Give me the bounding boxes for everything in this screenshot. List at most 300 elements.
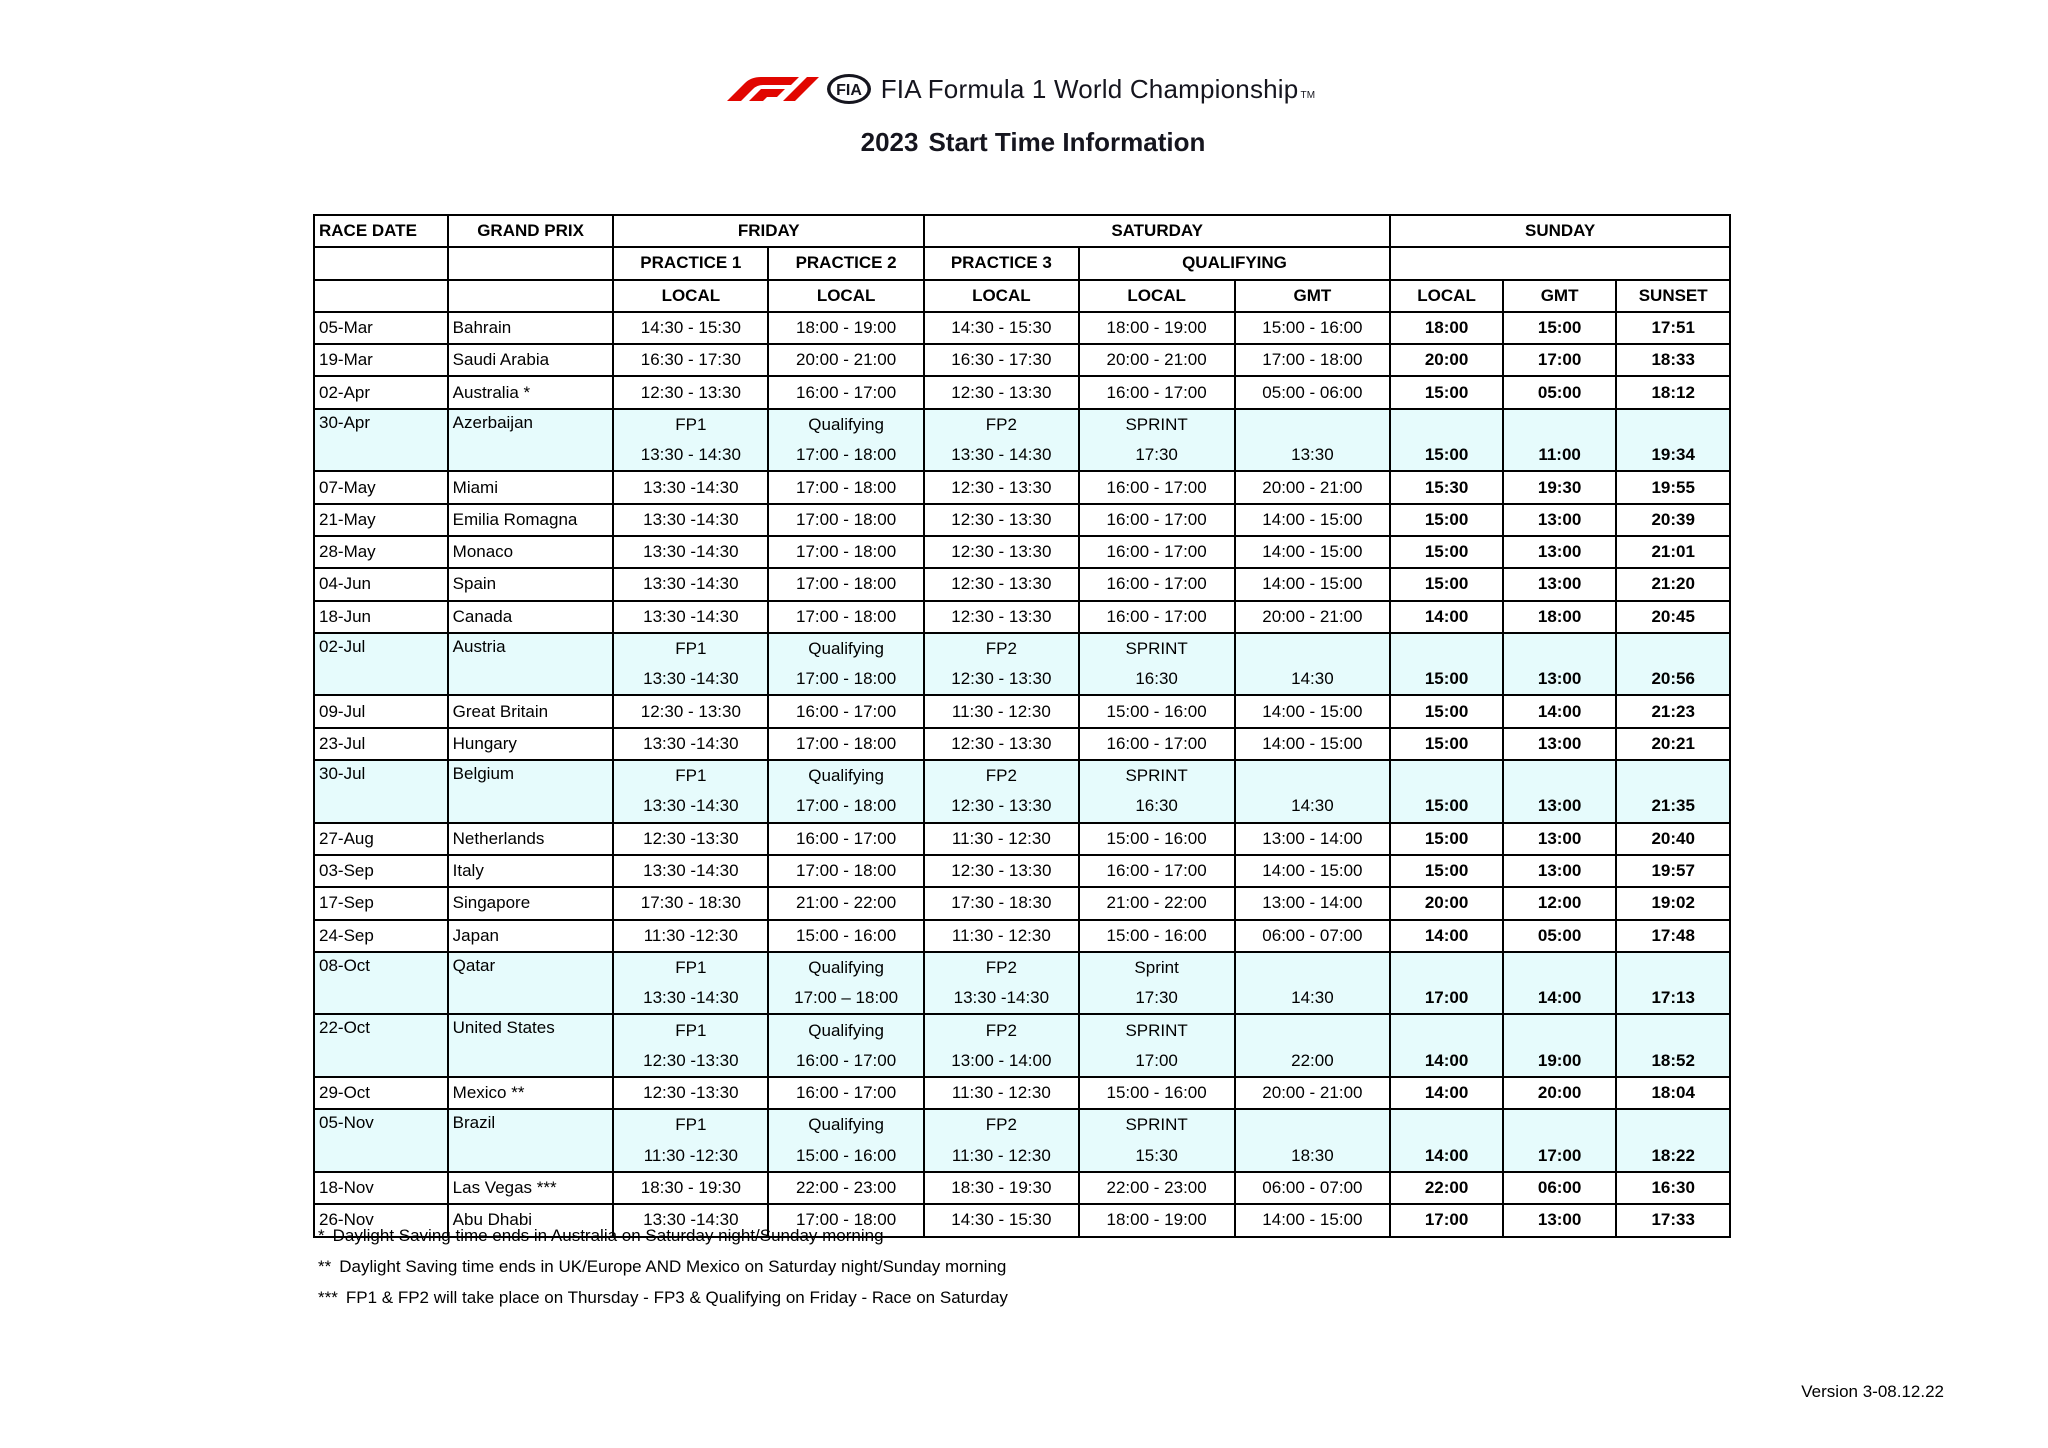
race-date-cell: 30-Jul — [314, 760, 448, 823]
race-local-cell: 15:00 — [1390, 695, 1503, 727]
grand-prix-cell: Mexico ** — [448, 1077, 614, 1109]
session-label-cell: FP2 — [924, 1014, 1079, 1045]
qualifying-local-cell: 20:00 - 21:00 — [1079, 344, 1235, 376]
col-local: LOCAL — [1390, 280, 1503, 312]
race-gmt-cell: 13:00 — [1503, 664, 1617, 695]
qualifying-local-cell: 15:00 - 16:00 — [1079, 920, 1235, 952]
race-local-cell: 15:00 — [1390, 664, 1503, 695]
grand-prix-cell: Azerbaijan — [448, 409, 614, 472]
practice1-cell: 13:30 -14:30 — [613, 471, 768, 503]
race-gmt-cell: 13:00 — [1503, 823, 1617, 855]
table-row — [314, 695, 1730, 727]
sunset-cell: 21:23 — [1616, 695, 1730, 727]
col-sunset: SUNSET — [1616, 280, 1730, 312]
race-local-cell: 15:00 — [1390, 823, 1503, 855]
grand-prix-cell: Abu Dhabi — [448, 1204, 614, 1236]
col-race-date: RACE DATE — [314, 215, 448, 247]
table-row — [314, 504, 1730, 536]
fia-logo-icon — [825, 72, 873, 106]
page-title — [14, 127, 2048, 158]
practice3-cell: 13:30 -14:30 — [924, 983, 1079, 1014]
session-label-cell: SPRINT — [1079, 409, 1235, 440]
empty-cell — [1503, 633, 1617, 664]
qualifying-gmt-cell: 05:00 - 06:00 — [1235, 376, 1391, 408]
empty-cell — [1390, 952, 1503, 983]
session-label-cell: Qualifying — [768, 1014, 924, 1045]
race-local-cell: 14:00 — [1390, 920, 1503, 952]
footnotes — [318, 1220, 1008, 1313]
col-practice1: PRACTICE 1 — [613, 247, 768, 279]
session-label-cell: Qualifying — [768, 633, 924, 664]
qualifying-gmt-cell: 14:00 - 15:00 — [1235, 855, 1391, 887]
qualifying-local-cell: 15:00 - 16:00 — [1079, 1077, 1235, 1109]
qualifying-gmt-cell: 15:00 - 16:00 — [1235, 312, 1391, 344]
col-local: LOCAL — [768, 280, 924, 312]
race-gmt-cell: 17:00 — [1503, 1141, 1617, 1172]
race-date-cell: 18-Jun — [314, 601, 448, 633]
race-local-cell: 14:00 — [1390, 1141, 1503, 1172]
practice2-cell: 16:00 - 17:00 — [768, 823, 924, 855]
version-label: Version 3-08.12.22 — [1801, 1382, 1944, 1401]
empty-cell — [1503, 409, 1617, 440]
practice3-cell: 12:30 - 13:30 — [924, 728, 1079, 760]
qualifying-local-cell: 16:00 - 17:00 — [1079, 601, 1235, 633]
practice1-cell: 12:30 - 13:30 — [613, 695, 768, 727]
header-logo — [0, 72, 2048, 106]
race-gmt-cell: 13:00 — [1503, 568, 1617, 600]
qualifying-gmt-cell: 14:30 — [1235, 664, 1391, 695]
practice2-cell: 20:00 - 21:00 — [768, 344, 924, 376]
race-gmt-cell: 14:00 — [1503, 695, 1617, 727]
practice3-cell: 12:30 - 13:30 — [924, 664, 1079, 695]
race-date-cell: 17-Sep — [314, 887, 448, 919]
sunset-cell: 21:20 — [1616, 568, 1730, 600]
qualifying-gmt-cell: 06:00 - 07:00 — [1235, 1172, 1391, 1204]
footnote: *** FP1 & FP2 will take place on Thursday - FP3 & Qualifying on Friday - Race on Saturday — [318, 1288, 1008, 1307]
table-row-sprint — [314, 952, 1730, 983]
practice3-cell: 12:30 - 13:30 — [924, 568, 1079, 600]
table-row — [314, 601, 1730, 633]
grand-prix-cell: Monaco — [448, 536, 614, 568]
race-date-cell: 27-Aug — [314, 823, 448, 855]
practice1-cell: 13:30 -14:30 — [613, 855, 768, 887]
practice2-cell: 17:00 – 18:00 — [768, 983, 924, 1014]
empty-cell — [1616, 1014, 1730, 1045]
race-date-cell: 30-Apr — [314, 409, 448, 472]
empty-cell — [1235, 952, 1391, 983]
race-date-cell: 02-Jul — [314, 633, 448, 696]
col-qualifying: QUALIFYING — [1079, 247, 1391, 279]
qualifying-gmt-cell: 14:00 - 15:00 — [1235, 568, 1391, 600]
grand-prix-cell: Spain — [448, 568, 614, 600]
session-label-cell: FP2 — [924, 760, 1079, 791]
session-label-cell: SPRINT — [1079, 1014, 1235, 1045]
practice3-cell: 11:30 - 12:30 — [924, 1077, 1079, 1109]
qualifying-local-cell: 16:00 - 17:00 — [1079, 471, 1235, 503]
qualifying-gmt-cell: 13:00 - 14:00 — [1235, 823, 1391, 855]
table-row-sprint — [314, 633, 1730, 664]
sunset-cell: 16:30 — [1616, 1172, 1730, 1204]
race-gmt-cell: 11:00 — [1503, 440, 1617, 471]
empty-cell — [1616, 409, 1730, 440]
qualifying-gmt-cell: 14:00 - 15:00 — [1235, 536, 1391, 568]
race-date-cell: 05-Nov — [314, 1109, 448, 1172]
sunset-cell: 21:01 — [1616, 536, 1730, 568]
qualifying-local-cell: 18:00 - 19:00 — [1079, 312, 1235, 344]
empty-cell — [1616, 760, 1730, 791]
col-local: LOCAL — [613, 280, 768, 312]
sunset-cell: 20:40 — [1616, 823, 1730, 855]
practice3-cell: 13:30 - 14:30 — [924, 440, 1079, 471]
col-grand-prix: GRAND PRIX — [448, 215, 614, 247]
col-local: LOCAL — [924, 280, 1079, 312]
session-label-cell: SPRINT — [1079, 1109, 1235, 1140]
practice1-cell: 12:30 -13:30 — [613, 1046, 768, 1077]
race-gmt-cell: 05:00 — [1503, 920, 1617, 952]
table-row — [314, 568, 1730, 600]
race-date-cell: 23-Jul — [314, 728, 448, 760]
practice1-cell: 13:30 -14:30 — [613, 601, 768, 633]
qualifying-local-cell: 17:30 — [1079, 983, 1235, 1014]
session-label-cell: FP1 — [613, 1109, 768, 1140]
qualifying-gmt-cell: 14:30 — [1235, 791, 1391, 822]
grand-prix-cell: Miami — [448, 471, 614, 503]
practice3-cell: 11:30 - 12:30 — [924, 920, 1079, 952]
sunset-cell: 17:48 — [1616, 920, 1730, 952]
title-text: Start Time Information — [928, 127, 1206, 157]
practice2-cell: 22:00 - 23:00 — [768, 1172, 924, 1204]
qualifying-local-cell: 21:00 - 22:00 — [1079, 887, 1235, 919]
qualifying-gmt-cell: 06:00 - 07:00 — [1235, 920, 1391, 952]
practice1-cell: 13:30 -14:30 — [613, 728, 768, 760]
practice2-cell: 18:00 - 19:00 — [768, 312, 924, 344]
qualifying-local-cell: 22:00 - 23:00 — [1079, 1172, 1235, 1204]
empty-cell — [1235, 409, 1391, 440]
race-local-cell: 15:00 — [1390, 568, 1503, 600]
practice1-cell: 13:30 -14:30 — [613, 568, 768, 600]
header-empty-cell — [314, 280, 448, 312]
race-gmt-cell: 13:00 — [1503, 855, 1617, 887]
table-row — [314, 536, 1730, 568]
session-label-cell: Qualifying — [768, 760, 924, 791]
schedule-table — [313, 214, 1731, 1238]
practice1-cell: 17:30 - 18:30 — [613, 887, 768, 919]
header-row-days — [314, 215, 1730, 247]
practice2-cell: 21:00 - 22:00 — [768, 887, 924, 919]
session-label-cell: FP1 — [613, 1014, 768, 1045]
race-date-cell: 03-Sep — [314, 855, 448, 887]
grand-prix-cell: Japan — [448, 920, 614, 952]
practice1-cell: 14:30 - 15:30 — [613, 312, 768, 344]
f1-logo-icon — [723, 75, 819, 103]
race-gmt-cell: 20:00 — [1503, 1077, 1617, 1109]
empty-cell — [1616, 1109, 1730, 1140]
session-label-cell: FP1 — [613, 409, 768, 440]
race-date-cell: 22-Oct — [314, 1014, 448, 1077]
practice1-cell: 18:30 - 19:30 — [613, 1172, 768, 1204]
sunset-cell: 19:55 — [1616, 471, 1730, 503]
col-practice3: PRACTICE 3 — [924, 247, 1079, 279]
race-date-cell: 29-Oct — [314, 1077, 448, 1109]
sunset-cell: 17:13 — [1616, 983, 1730, 1014]
table-row-sprint — [314, 409, 1730, 440]
empty-cell — [1616, 952, 1730, 983]
table-row — [314, 471, 1730, 503]
race-local-cell: 15:00 — [1390, 855, 1503, 887]
race-local-cell: 15:00 — [1390, 376, 1503, 408]
race-local-cell: 14:00 — [1390, 601, 1503, 633]
qualifying-local-cell: 17:00 — [1079, 1046, 1235, 1077]
practice2-cell: 17:00 - 18:00 — [768, 1204, 924, 1236]
practice3-cell: 12:30 - 13:30 — [924, 601, 1079, 633]
header-empty-cell — [314, 247, 448, 279]
empty-cell — [1503, 760, 1617, 791]
race-local-cell: 17:00 — [1390, 1204, 1503, 1236]
race-date-cell: 08-Oct — [314, 952, 448, 1015]
grand-prix-cell: Canada — [448, 601, 614, 633]
race-date-cell: 05-Mar — [314, 312, 448, 344]
sunset-cell: 17:51 — [1616, 312, 1730, 344]
header-row-zones — [314, 280, 1730, 312]
empty-cell — [1235, 633, 1391, 664]
practice2-cell: 17:00 - 18:00 — [768, 601, 924, 633]
practice2-cell: 17:00 - 18:00 — [768, 791, 924, 822]
practice1-cell: 13:30 -14:30 — [613, 1204, 768, 1236]
practice3-cell: 14:30 - 15:30 — [924, 312, 1079, 344]
practice1-cell: 12:30 -13:30 — [613, 823, 768, 855]
empty-cell — [1390, 1014, 1503, 1045]
table-row — [314, 728, 1730, 760]
practice1-cell: 13:30 -14:30 — [613, 664, 768, 695]
race-date-cell: 04-Jun — [314, 568, 448, 600]
qualifying-gmt-cell: 22:00 — [1235, 1046, 1391, 1077]
qualifying-gmt-cell: 14:30 — [1235, 983, 1391, 1014]
qualifying-local-cell: 16:30 — [1079, 791, 1235, 822]
sunset-cell: 18:04 — [1616, 1077, 1730, 1109]
practice3-cell: 12:30 - 13:30 — [924, 536, 1079, 568]
empty-cell — [1390, 633, 1503, 664]
table-row-sprint — [314, 1014, 1730, 1045]
practice2-cell: 17:00 - 18:00 — [768, 440, 924, 471]
practice2-cell: 17:00 - 18:00 — [768, 728, 924, 760]
race-date-cell: 09-Jul — [314, 695, 448, 727]
header-empty-cell — [448, 247, 614, 279]
practice2-cell: 16:00 - 17:00 — [768, 376, 924, 408]
table-row — [314, 887, 1730, 919]
grand-prix-cell: Emilia Romagna — [448, 504, 614, 536]
empty-cell — [1235, 760, 1391, 791]
practice1-cell: 13:30 -14:30 — [613, 983, 768, 1014]
col-local: LOCAL — [1079, 280, 1235, 312]
session-label-cell: FP1 — [613, 760, 768, 791]
sunset-cell: 20:45 — [1616, 601, 1730, 633]
col-friday: FRIDAY — [613, 215, 924, 247]
qualifying-gmt-cell: 14:00 - 15:00 — [1235, 504, 1391, 536]
table-row — [314, 312, 1730, 344]
race-local-cell: 14:00 — [1390, 1046, 1503, 1077]
race-gmt-cell: 13:00 — [1503, 504, 1617, 536]
sunset-cell: 18:12 — [1616, 376, 1730, 408]
grand-prix-cell: Qatar — [448, 952, 614, 1015]
empty-cell — [1390, 409, 1503, 440]
table-row-sprint — [314, 760, 1730, 791]
sunset-cell: 18:33 — [1616, 344, 1730, 376]
practice1-cell: 13:30 -14:30 — [613, 536, 768, 568]
practice2-cell: 15:00 - 16:00 — [768, 1141, 924, 1172]
sunset-cell: 19:34 — [1616, 440, 1730, 471]
race-date-cell: 02-Apr — [314, 376, 448, 408]
race-date-cell: 26-Nov — [314, 1204, 448, 1236]
race-local-cell: 20:00 — [1390, 887, 1503, 919]
race-gmt-cell: 06:00 — [1503, 1172, 1617, 1204]
grand-prix-cell: United States — [448, 1014, 614, 1077]
qualifying-gmt-cell: 14:00 - 15:00 — [1235, 728, 1391, 760]
col-practice2: PRACTICE 2 — [768, 247, 924, 279]
qualifying-local-cell: 15:00 - 16:00 — [1079, 823, 1235, 855]
qualifying-local-cell: 16:00 - 17:00 — [1079, 855, 1235, 887]
header-empty-cell — [448, 280, 614, 312]
race-date-cell: 19-Mar — [314, 344, 448, 376]
qualifying-gmt-cell: 17:00 - 18:00 — [1235, 344, 1391, 376]
session-label-cell: Sprint — [1079, 952, 1235, 983]
practice2-cell: 16:00 - 17:00 — [768, 1046, 924, 1077]
qualifying-gmt-cell: 14:00 - 15:00 — [1235, 695, 1391, 727]
race-gmt-cell: 13:00 — [1503, 791, 1617, 822]
race-gmt-cell: 13:00 — [1503, 728, 1617, 760]
practice1-cell: 12:30 - 13:30 — [613, 376, 768, 408]
race-gmt-cell: 19:30 — [1503, 471, 1617, 503]
practice3-cell: 12:30 - 13:30 — [924, 855, 1079, 887]
logo-text: FIA Formula 1 World Championship TM — [880, 73, 1316, 104]
race-local-cell: 14:00 — [1390, 1077, 1503, 1109]
grand-prix-cell: Australia * — [448, 376, 614, 408]
session-label-cell: Qualifying — [768, 952, 924, 983]
col-sunday: SUNDAY — [1390, 215, 1730, 247]
col-gmt: GMT — [1503, 280, 1617, 312]
race-gmt-cell: 05:00 — [1503, 376, 1617, 408]
race-local-cell: 15:00 — [1390, 504, 1503, 536]
session-label-cell: Qualifying — [768, 1109, 924, 1140]
race-local-cell: 15:00 — [1390, 440, 1503, 471]
empty-cell — [1235, 1109, 1391, 1140]
qualifying-local-cell: 16:00 - 17:00 — [1079, 568, 1235, 600]
practice3-cell: 11:30 - 12:30 — [924, 695, 1079, 727]
grand-prix-cell: Brazil — [448, 1109, 614, 1172]
empty-cell — [1235, 1014, 1391, 1045]
race-local-cell: 17:00 — [1390, 983, 1503, 1014]
table-row-sprint — [314, 1109, 1730, 1140]
grand-prix-cell: Hungary — [448, 728, 614, 760]
race-date-cell: 21-May — [314, 504, 448, 536]
grand-prix-cell: Austria — [448, 633, 614, 696]
qualifying-gmt-cell: 20:00 - 21:00 — [1235, 601, 1391, 633]
race-local-cell: 15:00 — [1390, 728, 1503, 760]
practice1-cell: 12:30 -13:30 — [613, 1077, 768, 1109]
empty-cell — [1390, 1109, 1503, 1140]
header-row-sessions — [314, 247, 1730, 279]
practice1-cell: 13:30 -14:30 — [613, 791, 768, 822]
qualifying-local-cell: 16:00 - 17:00 — [1079, 376, 1235, 408]
table-row — [314, 1172, 1730, 1204]
grand-prix-cell: Las Vegas *** — [448, 1172, 614, 1204]
practice1-cell: 11:30 -12:30 — [613, 1141, 768, 1172]
sunset-cell: 20:39 — [1616, 504, 1730, 536]
footnote: ** Daylight Saving time ends in UK/Europe AND Mexico on Saturday night/Sunday morning — [318, 1257, 1007, 1276]
practice3-cell: 18:30 - 19:30 — [924, 1172, 1079, 1204]
race-gmt-cell: 18:00 — [1503, 601, 1617, 633]
practice2-cell: 17:00 - 18:00 — [768, 536, 924, 568]
session-label-cell: FP2 — [924, 633, 1079, 664]
race-gmt-cell: 14:00 — [1503, 983, 1617, 1014]
col-saturday: SATURDAY — [924, 215, 1390, 247]
grand-prix-cell: Bahrain — [448, 312, 614, 344]
session-label-cell: Qualifying — [768, 409, 924, 440]
qualifying-local-cell: 16:00 - 17:00 — [1079, 536, 1235, 568]
qualifying-gmt-cell: 20:00 - 21:00 — [1235, 471, 1391, 503]
svg-text:FIA: FIA — [835, 82, 862, 99]
qualifying-gmt-cell: 18:30 — [1235, 1141, 1391, 1172]
qualifying-local-cell: 16:00 - 17:00 — [1079, 504, 1235, 536]
practice2-cell: 17:00 - 18:00 — [768, 855, 924, 887]
practice2-cell: 17:00 - 18:00 — [768, 568, 924, 600]
practice2-cell: 15:00 - 16:00 — [768, 920, 924, 952]
table-row — [314, 823, 1730, 855]
race-gmt-cell: 19:00 — [1503, 1046, 1617, 1077]
race-gmt-cell: 12:00 — [1503, 887, 1617, 919]
practice2-cell: 17:00 - 18:00 — [768, 471, 924, 503]
race-local-cell: 18:00 — [1390, 312, 1503, 344]
sunset-cell: 18:52 — [1616, 1046, 1730, 1077]
footnote: * Daylight Saving time ends in Australia on Saturday night/Sunday morning — [318, 1226, 884, 1245]
practice3-cell: 12:30 - 13:30 — [924, 376, 1079, 408]
empty-cell — [1503, 1109, 1617, 1140]
session-label-cell: SPRINT — [1079, 760, 1235, 791]
race-gmt-cell: 17:00 — [1503, 344, 1617, 376]
grand-prix-cell: Netherlands — [448, 823, 614, 855]
practice3-cell: 16:30 - 17:30 — [924, 344, 1079, 376]
race-gmt-cell: 13:00 — [1503, 1204, 1617, 1236]
race-gmt-cell: 15:00 — [1503, 312, 1617, 344]
race-gmt-cell: 13:00 — [1503, 536, 1617, 568]
practice2-cell: 16:00 - 17:00 — [768, 695, 924, 727]
race-date-cell: 28-May — [314, 536, 448, 568]
race-local-cell: 20:00 — [1390, 344, 1503, 376]
practice3-cell: 12:30 - 13:30 — [924, 504, 1079, 536]
race-date-cell: 24-Sep — [314, 920, 448, 952]
session-label-cell: FP1 — [613, 952, 768, 983]
practice3-cell: 12:30 - 13:30 — [924, 471, 1079, 503]
table-row — [314, 376, 1730, 408]
race-local-cell: 15:00 — [1390, 791, 1503, 822]
session-label-cell: FP2 — [924, 409, 1079, 440]
table-row — [314, 344, 1730, 376]
table-row — [314, 1077, 1730, 1109]
qualifying-local-cell: 15:30 — [1079, 1141, 1235, 1172]
race-local-cell: 22:00 — [1390, 1172, 1503, 1204]
practice1-cell: 11:30 -12:30 — [613, 920, 768, 952]
session-label-cell: FP2 — [924, 1109, 1079, 1140]
practice2-cell: 16:00 - 17:00 — [768, 1077, 924, 1109]
empty-cell — [1616, 633, 1730, 664]
sunset-cell: 19:57 — [1616, 855, 1730, 887]
practice3-cell: 14:30 - 15:30 — [924, 1204, 1079, 1236]
empty-cell — [1503, 1014, 1617, 1045]
practice3-cell: 17:30 - 18:30 — [924, 887, 1079, 919]
session-label-cell: SPRINT — [1079, 633, 1235, 664]
sunset-cell: 20:56 — [1616, 664, 1730, 695]
header-empty-cell — [1390, 247, 1730, 279]
qualifying-gmt-cell: 14:00 - 15:00 — [1235, 1204, 1391, 1236]
